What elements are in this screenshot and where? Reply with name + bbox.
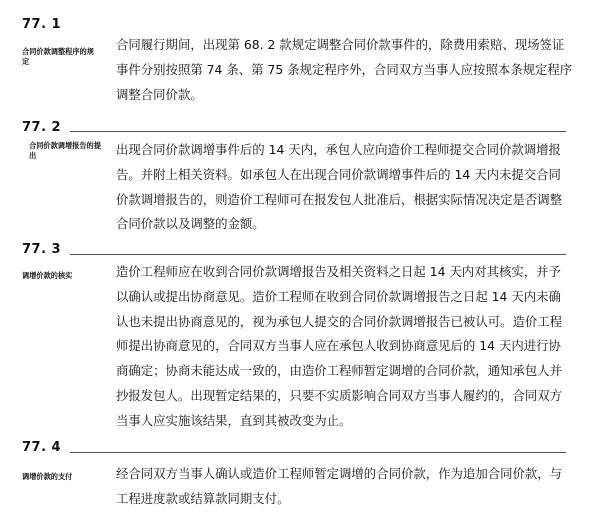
section-side-label: 合同价款调增报告的提出 — [29, 141, 101, 160]
section-paragraph — [116, 260, 578, 434]
section-number: 77. 1 — [22, 17, 62, 32]
paragraph-line: 商确定；协商未能达成一致的，由造价工程师暂定调增的合同价款，通知承包人并 — [116, 363, 563, 379]
section-side-label: 合同价款调整程序的规定 — [22, 47, 94, 66]
paragraph-line: 认也未提出协商意见的，视为承包人提交的合同价款调增报告已被认可。造价工程 — [116, 313, 563, 329]
paragraph-line: 造价工程师应在收到合同价款调增报告及相关资料之日起 14 天内对其核实，并予 — [116, 264, 561, 279]
paragraph-line: 调整合同价款。 — [116, 86, 203, 102]
paragraph-line: 事件分别按照第 74 条、第 75 条规定程序外，合同双方当事人应按照本条规定程序 — [116, 61, 573, 77]
paragraph-line: 工程进度款或结算款同期支付。 — [116, 490, 290, 506]
section-number: 77. 2 — [22, 120, 62, 135]
paragraph-line: 合同价款以及调整的金额。 — [116, 216, 265, 232]
section-paragraph — [116, 138, 578, 237]
section-paragraph — [116, 462, 578, 512]
paragraph-line: 抄报发包人。出现暂定结果的，只要不实质影响合同双方当事人履约的，合同双方 — [116, 387, 563, 403]
section-number: 77. 4 — [22, 440, 62, 455]
paragraph-line: 告。并附上相关资料。如承包人在出现合同价款调增事件后的 14 天内未提交合同 — [116, 166, 561, 182]
paragraph-line: 当事人应实施该结果，直到其被改变为止。 — [116, 412, 352, 428]
section-divider — [70, 131, 566, 132]
section-divider — [70, 254, 566, 255]
paragraph-line: 师提出协商意见的，合同双方当事人应在承包人收到协商意见后的 14 天内进行协 — [116, 338, 561, 354]
paragraph-line: 以确认或提出协商意见。造价工程师在收到合同价款调增报告之日起 14 天内未确 — [116, 288, 561, 304]
section-divider — [70, 452, 566, 453]
section-number: 77. 3 — [22, 242, 62, 257]
section-side-label: 调增价款的核实 — [22, 271, 73, 280]
section-paragraph — [116, 33, 578, 107]
paragraph-line: 出现合同价款调增事件后的 14 天内，承包人应向造价工程师提交合同价款调增报 — [116, 142, 561, 157]
paragraph-line: 价款调增报告的，则造价工程师可在报发包人批准后，根据实际情况决定是否调整 — [116, 191, 563, 207]
paragraph-line: 合同履行期间，出现第 68. 2 款规定调整合同价款事件的，除费用索赔、现场签证 — [116, 37, 565, 52]
section-side-label: 调增价款的支付 — [22, 472, 73, 481]
paragraph-line: 经合同双方当事人确认或造价工程师暂定调增的合同价款，作为追加合同价款，与 — [116, 466, 563, 481]
